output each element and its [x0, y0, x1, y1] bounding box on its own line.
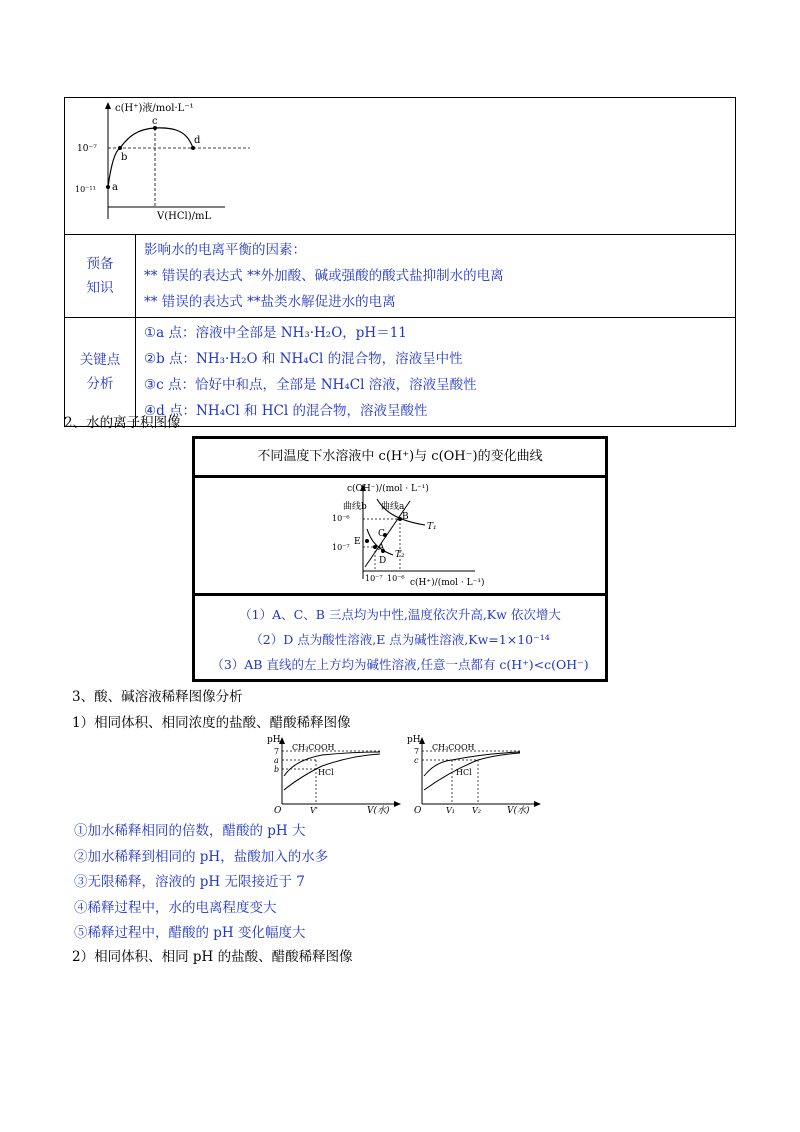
label-e: E — [354, 537, 361, 547]
key-points-label: 关键点分析 — [79, 352, 121, 392]
y-tick-c: c — [414, 756, 419, 765]
ion-product-graph — [315, 479, 515, 591]
point-e — [365, 539, 369, 543]
acetic-label: CH₃COOH — [292, 743, 335, 752]
label-d: D — [379, 556, 387, 566]
key-point-line: ①a 点：溶液中全部是 NH₃·H₂O，pH＝11 — [144, 325, 407, 341]
y-axis-arrow — [105, 102, 111, 109]
conclusion-item-3: ③无限稀释，溶液的 pH 无限接近于 7 — [74, 874, 305, 890]
conclusion-item-4: ④稀释过程中，水的电离程度变大 — [74, 900, 277, 916]
note-line: （3）AB 直线的左上方均为碱性溶液,任意一点都有 c(H⁺)<c(OH⁻) — [211, 657, 589, 672]
key-points-label-cell — [65, 318, 136, 427]
prerequisite-content-cell — [136, 235, 736, 318]
y-axis-label: c(OH⁻)/(mol · L⁻¹) — [347, 484, 429, 494]
key-point-line: ②b 点：NH₃·H₂O 和 NH₄Cl 的混合物，溶液呈中性 — [144, 351, 463, 367]
x-axis-label: V(水) — [367, 806, 390, 816]
x-tick-v2: V₂ — [472, 806, 481, 815]
x-axis-label: V(HCl)/mL — [157, 211, 212, 222]
y-tick-a: a — [274, 756, 279, 765]
conclusion-item-2: ②加水稀释到相同的 pH，盐酸加入的水多 — [74, 849, 329, 865]
origin-label: O — [274, 806, 282, 816]
acetic-label: CH₃COOH — [432, 743, 475, 752]
dilution-graph-right — [402, 732, 552, 816]
hcl-curve — [424, 753, 520, 790]
note-line: （1）A、C、B 三点均为中性,温度依次升高,Kw 依次增大 — [239, 607, 561, 622]
section-heading-2: 2、水的离子积图像 — [64, 415, 181, 431]
curve-a-label: 曲线a — [381, 502, 405, 512]
prerequisite-label-cell — [65, 235, 136, 318]
y-tick-b: b — [274, 765, 280, 774]
conclusion-item-1: ①加水稀释相同的倍数，醋酸的 pH 大 — [74, 823, 306, 839]
subsection-heading-3-1: 1）相同体积、相同浓度的盐酸、醋酸稀释图像 — [72, 715, 351, 731]
label-c: C — [378, 529, 385, 539]
x-axis-arrow — [394, 801, 401, 807]
origin-label: O — [414, 806, 422, 816]
tick-1e-7: 10⁻⁷ — [77, 144, 97, 154]
section-heading-3: 3、酸、碱溶液稀释图像分析 — [72, 689, 243, 705]
t1-label: T₁ — [427, 522, 437, 532]
conclusion-item-5: ⑤稀释过程中，醋酸的 pH 变化幅度大 — [74, 925, 306, 941]
hcl-label: HCl — [456, 768, 472, 777]
label-b: B — [402, 512, 409, 522]
x-axis-label: c(H⁺)/(mol · L⁻¹) — [410, 578, 485, 588]
point-b — [118, 146, 122, 150]
ph-label: pH — [407, 735, 421, 745]
key-point-line: ④d 点：NH₄Cl 和 HCl 的混合物，溶液呈酸性 — [144, 403, 428, 419]
curve-b-label: 曲线b — [343, 502, 367, 512]
hcl-label: HCl — [318, 768, 334, 777]
neutralization-analysis-table — [64, 97, 736, 427]
x-axis-arrow — [534, 801, 541, 807]
x-axis-label: V(水) — [507, 806, 530, 816]
prerequisite-line: ** 错误的表达式 **盐类水解促进水的电离 — [144, 294, 396, 310]
t2-label: T₂ — [395, 550, 405, 560]
label-c: c — [152, 116, 158, 127]
x-tick-1e-7: 10⁻⁷ — [365, 574, 383, 583]
label-a: A — [378, 543, 385, 553]
key-point-line: ③c 点：恰好中和点，全部是 NH₄Cl 溶液，溶液呈酸性 — [144, 377, 477, 393]
dilution-graph-left — [262, 732, 412, 816]
ion-product-graph-cell — [195, 478, 605, 596]
note-line: （2）D 点为酸性溶液,E 点为碱性溶液,Kw=1×10⁻¹⁴ — [250, 632, 550, 647]
prerequisite-line: 影响水的电离平衡的因素： — [144, 242, 306, 258]
label-d: d — [194, 135, 201, 146]
y-tick-1e-6: 10⁻⁶ — [332, 514, 350, 523]
x-tick-v-prime: V' — [310, 806, 318, 815]
point-a — [106, 185, 110, 189]
titration-graph-cell — [65, 98, 736, 235]
prerequisite-label: 预备知识 — [86, 256, 114, 296]
ion-product-title: 不同温度下水溶液中 c(H⁺)与 c(OH⁻)的变化曲线 — [195, 439, 605, 478]
titration-curve-graph — [75, 101, 275, 231]
label-a: a — [112, 182, 118, 193]
point-a — [373, 545, 377, 549]
ion-product-table — [192, 436, 608, 682]
point-d — [191, 146, 195, 150]
y-tick-7: 7 — [274, 747, 280, 756]
y-tick-7: 7 — [414, 747, 420, 756]
ion-product-notes — [195, 596, 605, 677]
x-tick-v1: V₁ — [446, 806, 455, 815]
tick-1e-11: 10⁻¹¹ — [75, 185, 96, 194]
y-tick-1e-7: 10⁻⁷ — [332, 543, 350, 552]
acetic-curve — [424, 752, 520, 776]
subsection-heading-3-2: 2）相同体积、相同 pH 的盐酸、醋酸稀释图像 — [72, 949, 353, 965]
x-tick-1e-6: 10⁻⁶ — [387, 574, 405, 583]
label-b: b — [121, 152, 128, 163]
prerequisite-line: ** 错误的表达式 **外加酸、碱或强酸的酸式盐抑制水的电离 — [144, 268, 504, 284]
y-axis-label: c(H⁺)液/mol·L⁻¹ — [115, 103, 194, 114]
ph-label: pH — [267, 735, 281, 745]
key-points-content-cell — [136, 318, 736, 427]
